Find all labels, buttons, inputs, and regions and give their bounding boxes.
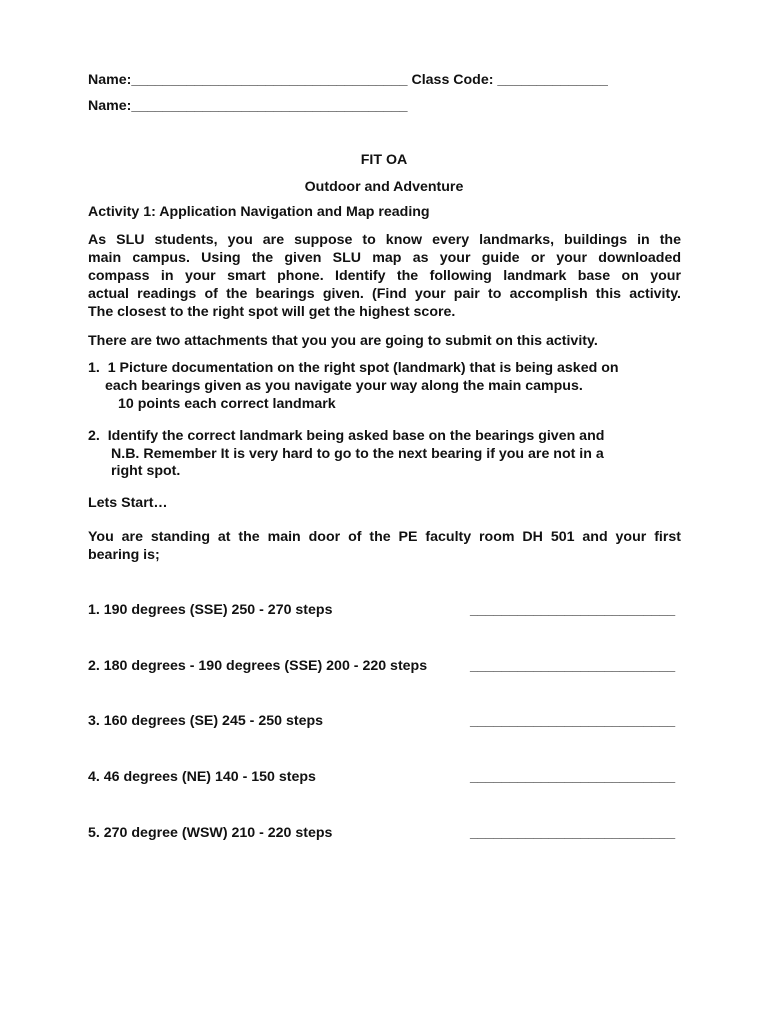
name-class-code-line: Name:___________________________________ Class Code: ______________ (88, 72, 608, 88)
intro-line: compass in your smart phone. Identify the following landmark base on your (88, 268, 681, 284)
bearing-1-label: 1. 190 degrees (SSE) 250 - 270 steps (88, 602, 333, 618)
intro-line: main campus. Using the given SLU map as your guide or your downloaded (88, 250, 681, 266)
bearing-3-answer-blank: __________________________ (470, 713, 676, 729)
instruction-2-line-3: right spot. (111, 463, 181, 479)
bearing-3-label: 3. 160 degrees (SE) 245 - 250 steps (88, 713, 324, 729)
activity-heading: Activity 1: Application Navigation and Map reading (88, 204, 430, 220)
document-subtitle: Outdoor and Adventure (304, 179, 464, 195)
bearing-4-label: 4. 46 degrees (NE) 140 - 150 steps (88, 769, 316, 785)
bearing-1-answer-blank: __________________________ (470, 602, 676, 618)
instruction-1-line-2: each bearings given as you navigate your way along the main campus. (105, 378, 583, 394)
attachments-note: There are two attachments that you you are going to submit on this activity. (88, 333, 598, 349)
intro-paragraph (88, 231, 681, 321)
standing-line: bearing is; (88, 547, 160, 563)
name-line-2: Name:___________________________________ (88, 98, 408, 114)
bearing-2-answer-blank: __________________________ (470, 658, 676, 674)
bearing-2-label: 2. 180 degrees - 190 degrees (SSE) 200 - 220 steps (88, 658, 428, 674)
standing-paragraph (88, 528, 681, 564)
instruction-2-line-1: 2. Identify the correct landmark being asked base on the bearings given and (88, 428, 605, 444)
intro-line: actual readings of the bearings given. (Find your pair to accomplish this activity. (88, 286, 681, 302)
standing-line: You are standing at the main door of the PE faculty room DH 501 and your first (88, 529, 681, 545)
lets-start-text: Lets Start… (88, 495, 168, 511)
bearing-5-answer-blank: __________________________ (470, 825, 676, 841)
intro-line: The closest to the right spot will get the highest score. (88, 304, 456, 320)
intro-line: As SLU students, you are suppose to know every landmarks, buildings in the (88, 232, 681, 248)
bearing-4-answer-blank: __________________________ (470, 769, 676, 785)
instruction-1-line-1: 1. 1 Picture documentation on the right spot (landmark) that is being asked on (88, 360, 619, 376)
instruction-1-points: 10 points each correct landmark (118, 396, 336, 412)
instruction-2-line-2: N.B. Remember It is very hard to go to the next bearing if you are not in a (111, 446, 604, 462)
bearing-5-label: 5. 270 degree (WSW) 210 - 220 steps (88, 825, 333, 841)
document-title: FIT OA (360, 152, 408, 168)
